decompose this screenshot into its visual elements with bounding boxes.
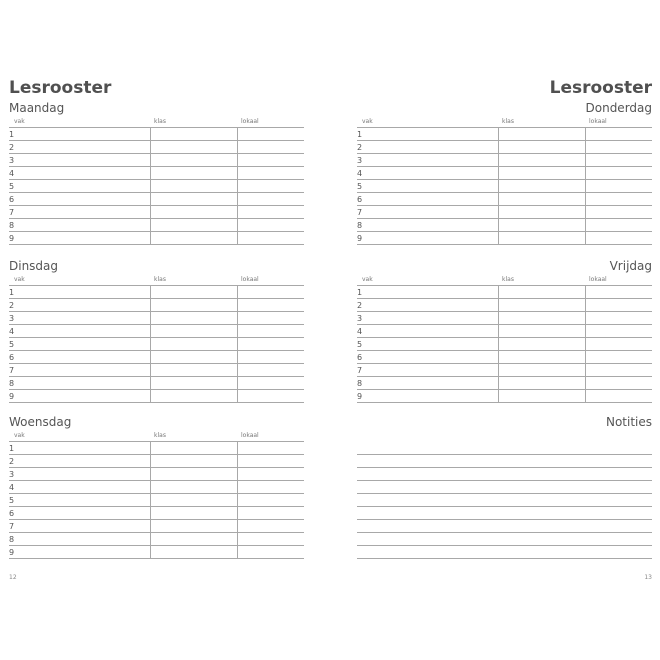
period-number: 6 (9, 509, 15, 518)
column-header-lokaal: lokaal (241, 276, 259, 283)
schedule-row[interactable] (357, 141, 652, 153)
schedule-row[interactable] (9, 193, 304, 205)
schedule-row[interactable] (9, 377, 304, 389)
period-number: 1 (9, 288, 15, 297)
period-number: 3 (9, 314, 15, 323)
period-number: 4 (357, 327, 363, 336)
notes-line-area[interactable] (357, 533, 652, 545)
schedule-row[interactable] (9, 299, 304, 311)
schedule-row[interactable] (9, 351, 304, 363)
period-number: 7 (9, 366, 15, 375)
period-number: 8 (9, 221, 15, 230)
schedule-row[interactable] (9, 468, 304, 480)
schedule-row[interactable] (357, 299, 652, 311)
schedule-row[interactable] (9, 312, 304, 324)
right-page-number: 13 (644, 574, 652, 581)
notes-line-area[interactable] (357, 507, 652, 519)
day-heading-maandag: Maandag (9, 101, 65, 115)
column-header-vak: vak (14, 118, 25, 125)
period-number: 7 (357, 366, 363, 375)
schedule-row[interactable] (9, 141, 304, 153)
period-number: 1 (9, 130, 15, 139)
schedule-row[interactable] (357, 364, 652, 376)
period-number: 9 (9, 234, 15, 243)
column-header-klas: klas (154, 118, 166, 125)
schedule-row[interactable] (357, 154, 652, 166)
column-header-klas: klas (502, 276, 514, 283)
schedule-row[interactable] (9, 286, 304, 298)
period-number: 5 (9, 182, 15, 191)
row-line (357, 244, 652, 245)
period-number: 1 (9, 444, 15, 453)
schedule-row[interactable] (357, 325, 652, 337)
schedule-row[interactable] (357, 232, 652, 244)
day-heading-vrijdag: Vrijdag (609, 259, 652, 273)
period-number: 6 (9, 195, 15, 204)
schedule-row[interactable] (9, 546, 304, 558)
period-number: 8 (9, 535, 15, 544)
column-header-vak: vak (14, 432, 25, 439)
schedule-row[interactable] (357, 377, 652, 389)
period-number: 4 (9, 483, 15, 492)
period-number: 2 (357, 143, 363, 152)
period-number: 9 (9, 548, 15, 557)
period-number: 2 (9, 301, 15, 310)
schedule-row[interactable] (9, 206, 304, 218)
right-page-title: Lesrooster (549, 78, 652, 98)
schedule-row[interactable] (9, 494, 304, 506)
schedule-row[interactable] (357, 338, 652, 350)
schedule-row[interactable] (9, 507, 304, 519)
row-line (9, 402, 304, 403)
period-number: 3 (9, 156, 15, 165)
period-number: 8 (357, 221, 363, 230)
schedule-row[interactable] (9, 338, 304, 350)
column-header-vak: vak (14, 276, 25, 283)
schedule-row[interactable] (357, 219, 652, 231)
schedule-row[interactable] (9, 533, 304, 545)
period-number: 8 (9, 379, 15, 388)
period-number: 5 (357, 340, 363, 349)
notes-line-area[interactable] (357, 546, 652, 558)
period-number: 9 (357, 392, 363, 401)
period-number: 5 (9, 496, 15, 505)
notes-line-area[interactable] (357, 494, 652, 506)
schedule-row[interactable] (357, 128, 652, 140)
column-header-klas: klas (502, 118, 514, 125)
schedule-row[interactable] (9, 442, 304, 454)
period-number: 9 (357, 234, 363, 243)
schedule-row[interactable] (9, 390, 304, 402)
notes-line-area[interactable] (357, 481, 652, 493)
schedule-row[interactable] (9, 520, 304, 532)
schedule-row[interactable] (9, 232, 304, 244)
schedule-row[interactable] (9, 167, 304, 179)
schedule-row[interactable] (9, 455, 304, 467)
period-number: 7 (9, 522, 15, 531)
schedule-row[interactable] (357, 180, 652, 192)
notes-line-area[interactable] (357, 468, 652, 480)
row-line (9, 244, 304, 245)
schedule-row[interactable] (357, 206, 652, 218)
period-number: 6 (357, 195, 363, 204)
period-number: 9 (9, 392, 15, 401)
row-line (357, 402, 652, 403)
notes-line (357, 558, 652, 559)
schedule-row[interactable] (357, 193, 652, 205)
notes-heading: Notities (605, 415, 652, 429)
schedule-row[interactable] (357, 167, 652, 179)
left-page-number: 12 (9, 574, 17, 581)
period-number: 1 (357, 288, 363, 297)
schedule-row[interactable] (9, 364, 304, 376)
schedule-row[interactable] (9, 128, 304, 140)
period-number: 6 (357, 353, 363, 362)
schedule-row[interactable] (357, 286, 652, 298)
column-header-lokaal: lokaal (589, 276, 607, 283)
notes-line-area[interactable] (357, 520, 652, 532)
period-number: 5 (9, 340, 15, 349)
period-number: 6 (9, 353, 15, 362)
schedule-row[interactable] (9, 325, 304, 337)
day-heading-woensdag: Woensdag (9, 415, 72, 429)
schedule-row[interactable] (357, 390, 652, 402)
period-number: 4 (357, 169, 363, 178)
period-number: 2 (357, 301, 363, 310)
day-heading-dinsdag: Dinsdag (9, 259, 59, 273)
period-number: 4 (9, 169, 15, 178)
period-number: 2 (9, 143, 15, 152)
period-number: 4 (9, 327, 15, 336)
schedule-row[interactable] (9, 154, 304, 166)
schedule-row[interactable] (9, 219, 304, 231)
period-number: 5 (357, 182, 363, 191)
period-number: 7 (9, 208, 15, 217)
left-page-title: Lesrooster (9, 78, 112, 98)
schedule-row[interactable] (9, 481, 304, 493)
column-header-lokaal: lokaal (241, 432, 259, 439)
column-header-vak: vak (362, 276, 373, 283)
period-number: 3 (357, 156, 363, 165)
row-line (9, 558, 304, 559)
period-number: 2 (9, 457, 15, 466)
period-number: 3 (357, 314, 363, 323)
schedule-row[interactable] (9, 180, 304, 192)
column-header-lokaal: lokaal (589, 118, 607, 125)
column-header-klas: klas (154, 276, 166, 283)
period-number: 7 (357, 208, 363, 217)
column-header-lokaal: lokaal (241, 118, 259, 125)
period-number: 1 (357, 130, 363, 139)
schedule-row[interactable] (357, 351, 652, 363)
period-number: 3 (9, 470, 15, 479)
column-header-vak: vak (362, 118, 373, 125)
period-number: 8 (357, 379, 363, 388)
notes-line-area[interactable] (357, 455, 652, 467)
notes-line-area[interactable] (357, 442, 652, 454)
column-header-klas: klas (154, 432, 166, 439)
day-heading-donderdag: Donderdag (585, 101, 652, 115)
schedule-row[interactable] (357, 312, 652, 324)
